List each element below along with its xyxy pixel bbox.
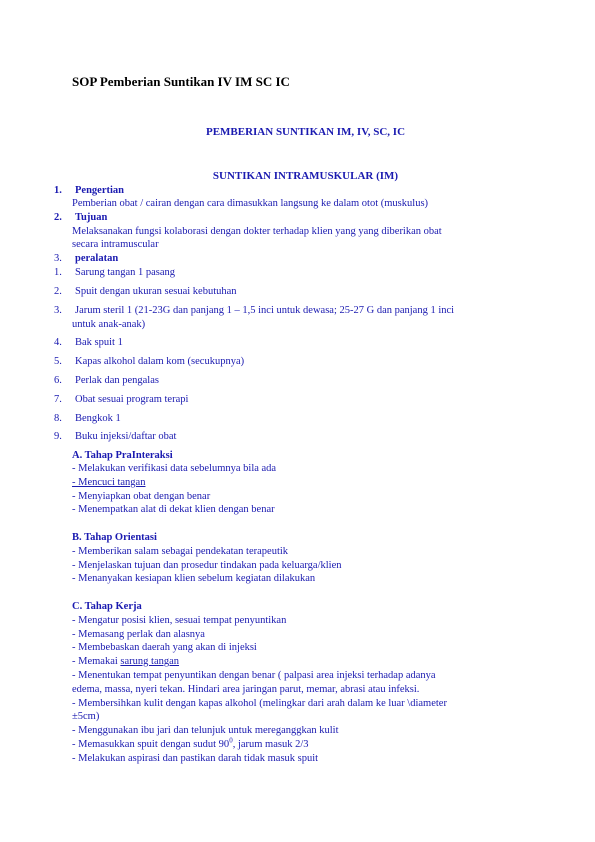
equipment-number: 3. (54, 305, 62, 316)
section-c-item: - Mengatur posisi klien, sesuai tempat penyuntikan (72, 615, 287, 626)
section-c-item: - Melakukan aspirasi dan pastikan darah tidak masuk spuit (72, 753, 319, 764)
section-b-item: - Menjelaskan tujuan dan prosedur tindakan pada keluarga/klien (72, 560, 342, 571)
section-c-item: - Menentukan tempat penyuntikan dengan benar ( palpasi area injeksi terhadap adanya (72, 670, 436, 681)
item-text-cont: secara intramuscular (72, 239, 159, 250)
item-text: Melaksanakan fungsi kolaborasi dengan dokter terhadap klien yang yang diberikan obat (72, 226, 442, 237)
item-text: - Memakai (72, 656, 121, 667)
section-c-title: C. Tahap Kerja (72, 601, 142, 612)
equipment-text: Perlak dan pengalas (75, 375, 159, 386)
equipment-text: Buku injeksi/daftar obat (75, 431, 177, 442)
equipment-text: Kapas alkohol dalam kom (secukupnya) (75, 356, 245, 367)
item-number: 3. (54, 253, 62, 264)
item-text-rest: , jarum masuk 2/3 (232, 739, 309, 750)
gloves-underlined: sarung tangan (120, 656, 180, 667)
item-label: Tujuan (75, 212, 108, 223)
item-text: Pemberian obat / cairan dengan cara dimasukkan langsung ke dalam otot (muskulus) (72, 198, 429, 209)
equipment-text: Bengkok 1 (75, 413, 121, 424)
section-c-item: - Menggunakan ibu jari dan telunjuk untuk mereganggkan kulit (72, 725, 339, 736)
sub-heading: SUNTIKAN INTRAMUSKULAR (IM) (212, 170, 399, 182)
section-c-item-gloves (72, 655, 532, 669)
item-number: 2. (54, 212, 62, 223)
equipment-number: 4. (54, 337, 62, 348)
section-a-title: A. Tahap PraInteraksi (72, 450, 173, 461)
section-a-item: - Menyiapkan obat dengan benar (72, 491, 211, 502)
equipment-number: 6. (54, 375, 62, 386)
equipment-text-cont: untuk anak-anak) (72, 319, 146, 330)
equipment-text: Bak spuit 1 (75, 337, 123, 348)
section-a-item: - Melakukan verifikasi data sebelumnya bila ada (72, 463, 277, 474)
section-a-item: - Menempatkan alat di dekat klien dengan benar (72, 504, 275, 515)
equipment-number: 7. (54, 394, 62, 405)
item-label: peralatan (75, 253, 119, 264)
equipment-number: 1. (54, 267, 62, 278)
equipment-text: Obat sesuai program terapi (75, 394, 189, 405)
section-c-item-angle (72, 738, 532, 752)
equipment-number: 9. (54, 431, 62, 442)
section-c-item-cont: ±5cm) (72, 711, 100, 722)
degree-superscript: 0 (229, 736, 233, 745)
item-text: - Memasukkan spuit dengan sudut 90 (72, 739, 230, 750)
section-b-item: - Memberikan salam sebagai pendekatan terapeutik (72, 546, 289, 557)
equipment-number: 5. (54, 356, 62, 367)
equipment-number: 2. (54, 286, 62, 297)
main-heading: PEMBERIAN SUNTIKAN IM, IV, SC, IC (205, 126, 406, 138)
section-c-item-cont: edema, massa, nyeri tekan. Hindari area jaringan parut, memar, abrasi atau infeksi. (72, 684, 420, 695)
item-number: 1. (54, 185, 62, 196)
section-a-item: - Mencuci tangan (72, 477, 146, 488)
equipment-text: Jarum steril 1 (21-23G dan panjang 1 – 1,5 inci untuk dewasa; 25-27 G dan panjang 1 inci (75, 305, 455, 316)
item-label: Pengertian (75, 185, 124, 196)
equipment-text: Sarung tangan 1 pasang (75, 267, 176, 278)
section-c-item: - Membebaskan daerah yang akan di injeksi (72, 642, 257, 653)
section-b-item: - Menanyakan kesiapan klien sebelum kegiatan dilakukan (72, 573, 316, 584)
section-c-item: - Memasang perlak dan alasnya (72, 629, 205, 640)
section-c-item: - Membersihkan kulit dengan kapas alkohol (melingkar dari arah dalam ke luar \diameter (72, 698, 447, 709)
section-b-title: B. Tahap Orientasi (72, 532, 157, 543)
equipment-text: Spuit dengan ukuran sesuai kebutuhan (75, 286, 237, 297)
document-title: SOP Pemberian Suntikan IV IM SC IC (72, 74, 290, 89)
equipment-number: 8. (54, 413, 62, 424)
